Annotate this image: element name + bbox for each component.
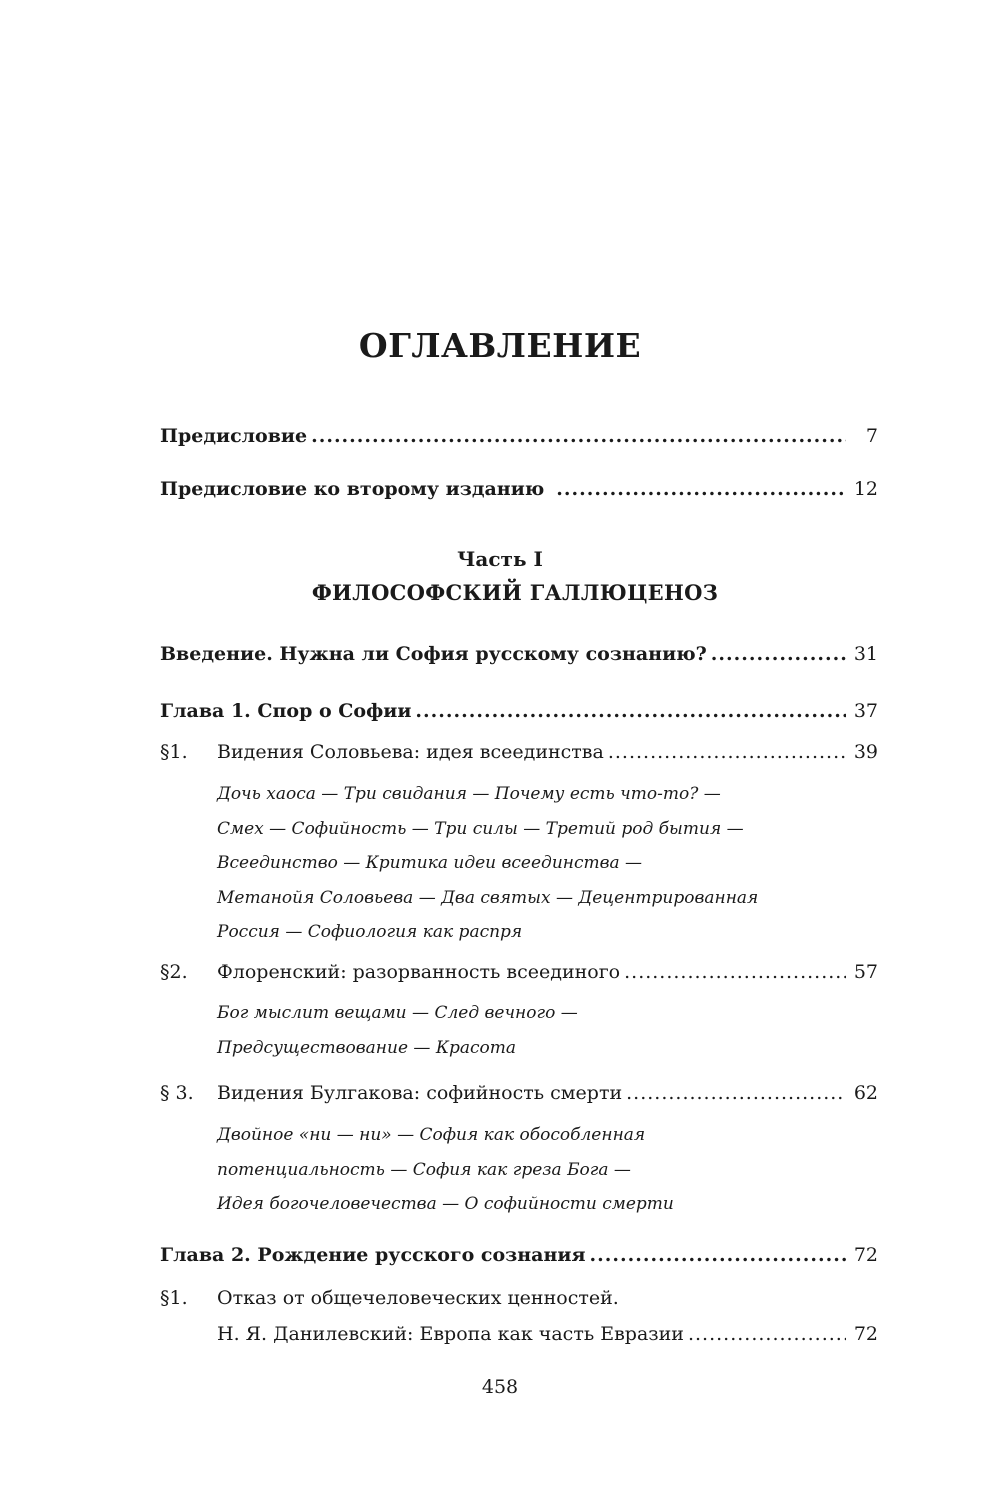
part-label: Часть I — [457, 547, 543, 571]
entry-title: Глава 2. Рождение русского сознания — [160, 1244, 586, 1266]
entry-page-number: 31 — [853, 643, 878, 665]
dot-leader — [608, 738, 846, 766]
toc-entry-introduction[interactable] — [160, 640, 878, 668]
dot-leader — [626, 1079, 846, 1107]
part-title: ФИЛОСОФСКИЙ ГАЛЛЮЦЕНОЗ — [311, 580, 719, 605]
section-number: §1. — [160, 741, 188, 763]
entry-title: Видения Соловьева: идея всеединства — [217, 741, 604, 763]
section-subtopics — [217, 996, 857, 1065]
entry-page-number: 7 — [865, 425, 878, 447]
entry-title: Флоренский: разорванность всеединого — [217, 961, 621, 983]
page-number: 458 — [481, 1376, 519, 1398]
entry-title: Видения Булгакова: софийность смерти — [217, 1082, 623, 1104]
toc-heading: ОГЛАВЛЕНИЕ — [358, 326, 642, 365]
subtopic-line: Предсуществование — Красота — [217, 1037, 517, 1058]
toc-entry-chapter-2[interactable] — [160, 1241, 878, 1269]
dot-leader — [624, 958, 846, 986]
dot-leader — [711, 640, 846, 668]
toc-entry-section-1-3[interactable] — [217, 1079, 878, 1107]
section-subtopics — [217, 777, 857, 950]
subtopic-line: Дочь хаоса — Три свидания — Почему есть что-то? — — [217, 784, 721, 804]
section-title-line[interactable]: Отказ от общечеловеческих ценностей. — [217, 1287, 619, 1309]
section-number: §1. — [160, 1287, 188, 1309]
entry-page-number: 37 — [853, 700, 878, 722]
section-number: § 3. — [160, 1082, 194, 1104]
entry-title: Предисловие — [160, 425, 308, 447]
entry-page-number: 72 — [853, 1323, 878, 1345]
subtopic-line: Метанойя Соловьева — Два святых — Децентрированная — [217, 887, 759, 908]
entry-title: Глава 1. Спор о Софии — [160, 700, 412, 722]
toc-entry-chapter-1[interactable] — [160, 697, 878, 725]
toc-entry-section-1-2[interactable] — [217, 958, 878, 986]
entry-page-number: 62 — [853, 1082, 878, 1104]
toc-entry-preface-second-edition[interactable] — [160, 475, 878, 503]
subtopic-line: Бог мыслит вещами — След вечного — — [217, 1003, 578, 1023]
entry-title: Введение. Нужна ли София русскому сознанию? — [160, 643, 707, 665]
dot-leader — [590, 1241, 846, 1269]
subtopic-line: Россия — Софиология как распря — [217, 922, 523, 942]
entry-page-number: 12 — [853, 478, 878, 500]
toc-entry-section-1-1[interactable] — [217, 738, 878, 766]
subtopic-line: Всеединство — Критика идеи всеединства — — [217, 853, 643, 873]
entry-page-number: 72 — [853, 1244, 878, 1266]
section-number: §2. — [160, 961, 188, 983]
dot-leader — [556, 475, 846, 503]
entry-title: Н. Я. Данилевский: Европа как часть Евразии — [217, 1323, 684, 1345]
section-subtopics — [217, 1118, 857, 1222]
entry-title: Предисловие ко второму изданию — [160, 478, 545, 500]
subtopic-line: Двойное «ни — ни» — София как обособленная — [217, 1125, 646, 1145]
subtopic-line: Смех — Софийность — Три силы — Третий род бытия — — [217, 818, 744, 839]
dot-leader — [688, 1320, 846, 1348]
entry-page-number: 39 — [853, 741, 878, 763]
subtopic-line: потенциальность — София как греза Бога — — [217, 1159, 631, 1180]
entry-page-number: 57 — [853, 961, 878, 983]
subtopic-line: Идея богочеловечества — О софийности смерти — [217, 1194, 674, 1214]
toc-entry-preface[interactable] — [160, 422, 878, 450]
toc-entry-section-2-1[interactable] — [217, 1320, 878, 1348]
dot-leader — [311, 422, 846, 450]
dot-leader — [415, 697, 846, 725]
